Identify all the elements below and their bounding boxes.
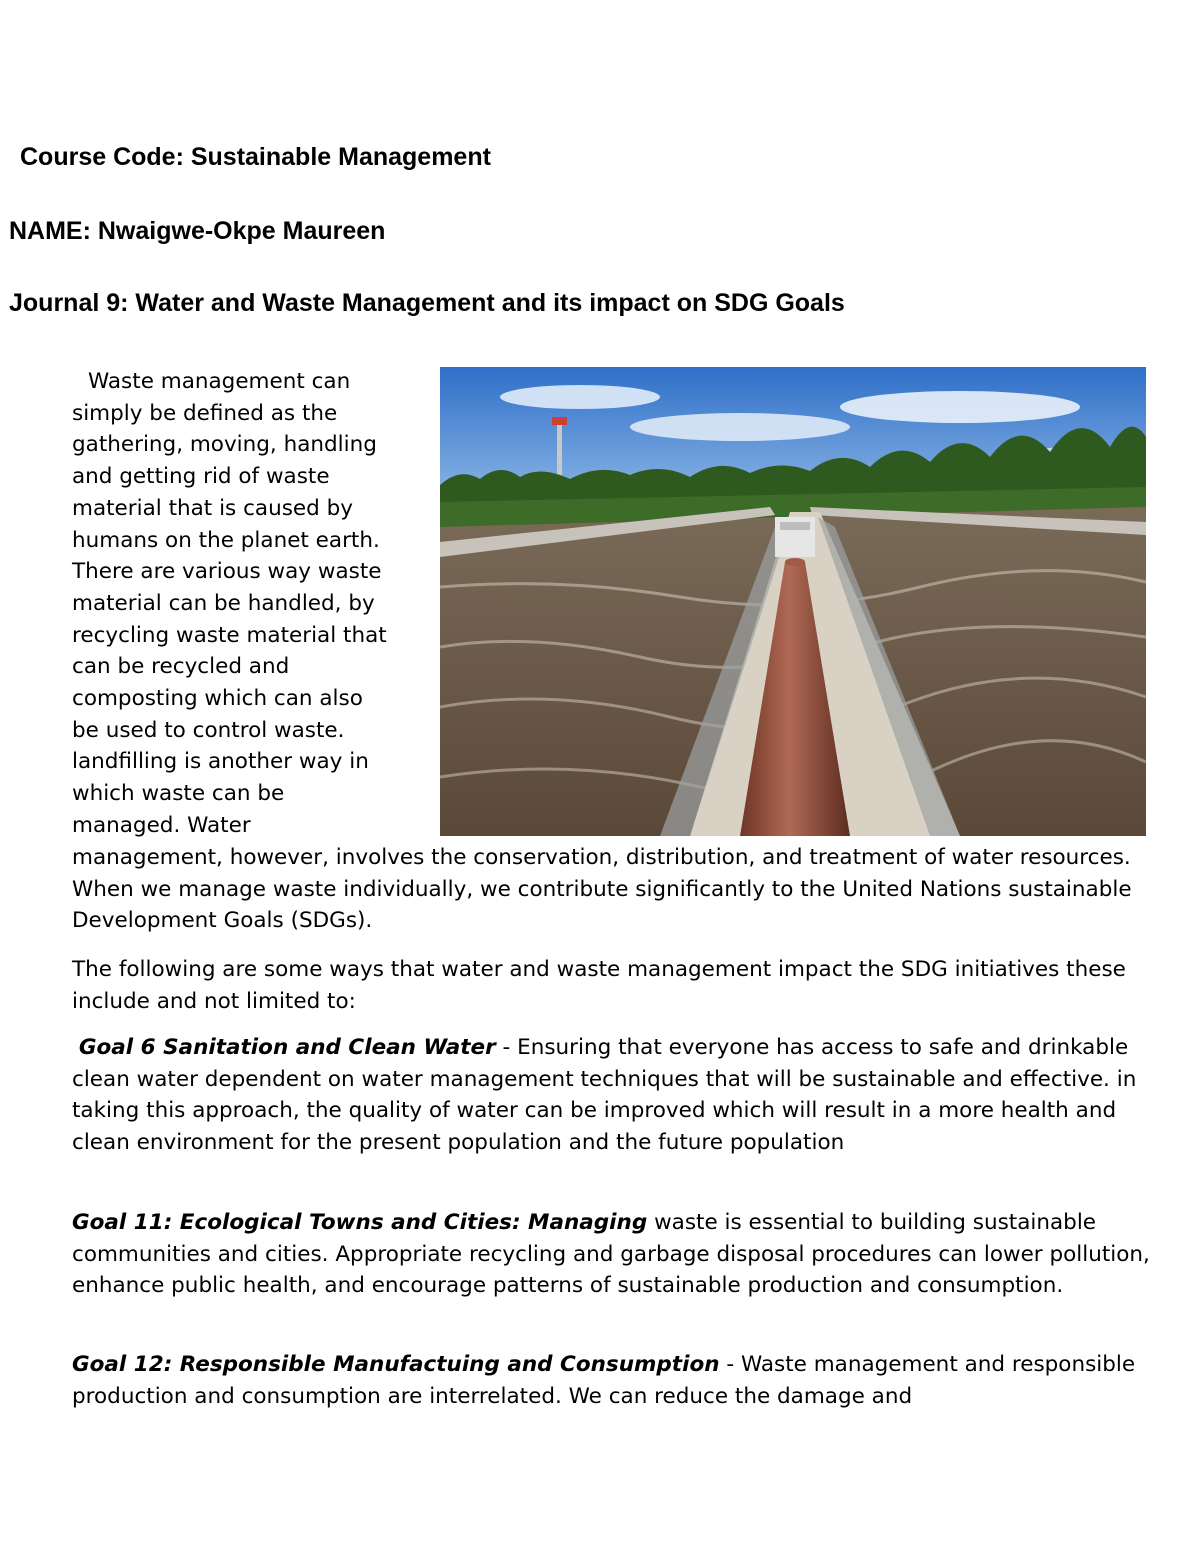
intro-line: gathering, moving, handling (72, 432, 377, 458)
intro-line: humans on the planet earth. (72, 527, 380, 553)
ways-intro-paragraph: The following are some ways that water and waste management impact the SDG initiatives these include and not limited to: (72, 957, 1126, 1014)
intro-line: composting which can also (72, 686, 363, 712)
goal-12-paragraph (72, 1349, 1162, 1412)
course-code: Course Code: Sustainable Management (20, 143, 491, 171)
goal-6-paragraph (72, 1032, 1162, 1159)
intro-line: material that is caused by (72, 495, 353, 521)
intro-line: can be recycled and (72, 654, 290, 680)
intro-line: recycling waste material that (72, 622, 387, 648)
intro-line: material can be handled, by (72, 590, 375, 616)
intro-line: There are various way waste (72, 559, 382, 585)
goal-11-title: Goal 11: Ecological Towns and Cities: Managing (72, 1210, 648, 1235)
goal-12-separator: - (719, 1352, 741, 1377)
intro-line: and getting rid of waste (72, 464, 330, 490)
goal-12-text: Waste management and responsible production and consumption are interrelated. We can reduce the damage and (72, 1352, 1136, 1409)
intro-line: Waste management can (88, 369, 351, 394)
goal-12-title: Goal 12: Responsible Manufactuing and Consumption (72, 1352, 720, 1377)
wastewater-treatment-photo (440, 367, 1146, 836)
goal-6-text: Ensuring that everyone has access to safe and drinkable clean water dependent on water management techniques that will be sustainable and effective. in taking this approach, the quality of water can be improved which will result in a more health and clean environment for the present population and the future population (72, 1035, 1137, 1156)
student-name: NAME: Nwaigwe-Okpe Maureen (9, 217, 386, 245)
intro-line: which waste can be (72, 781, 285, 807)
journal-title: Journal 9: Water and Waste Management and its impact on SDG Goals (9, 289, 845, 317)
goal-11-paragraph (72, 1207, 1162, 1302)
goal-6-separator: - (495, 1035, 518, 1060)
intro-line: simply be defined as the (72, 400, 338, 426)
intro-paragraph-continuation: management, however, involves the conservation, distribution, and treatment of water resources. When we manage waste individually, we contribute significantly to the United Nations sustainable Development Goals (SDGs). (72, 845, 1132, 934)
goal-11-text: waste is essential to building sustainable communities and cities. Appropriate recycling and garbage disposal procedures can lower pollution, enhance public health, and encourage patterns of sustainable production and consumption. (72, 1210, 1150, 1299)
goal-6-title: Goal 6 Sanitation and Clean Water (78, 1035, 496, 1060)
intro-line: landfilling is another way in (72, 749, 369, 775)
intro-line: be used to control waste. (72, 717, 345, 743)
intro-line: managed. Water (72, 812, 251, 838)
intro-paragraph-column (72, 366, 434, 842)
